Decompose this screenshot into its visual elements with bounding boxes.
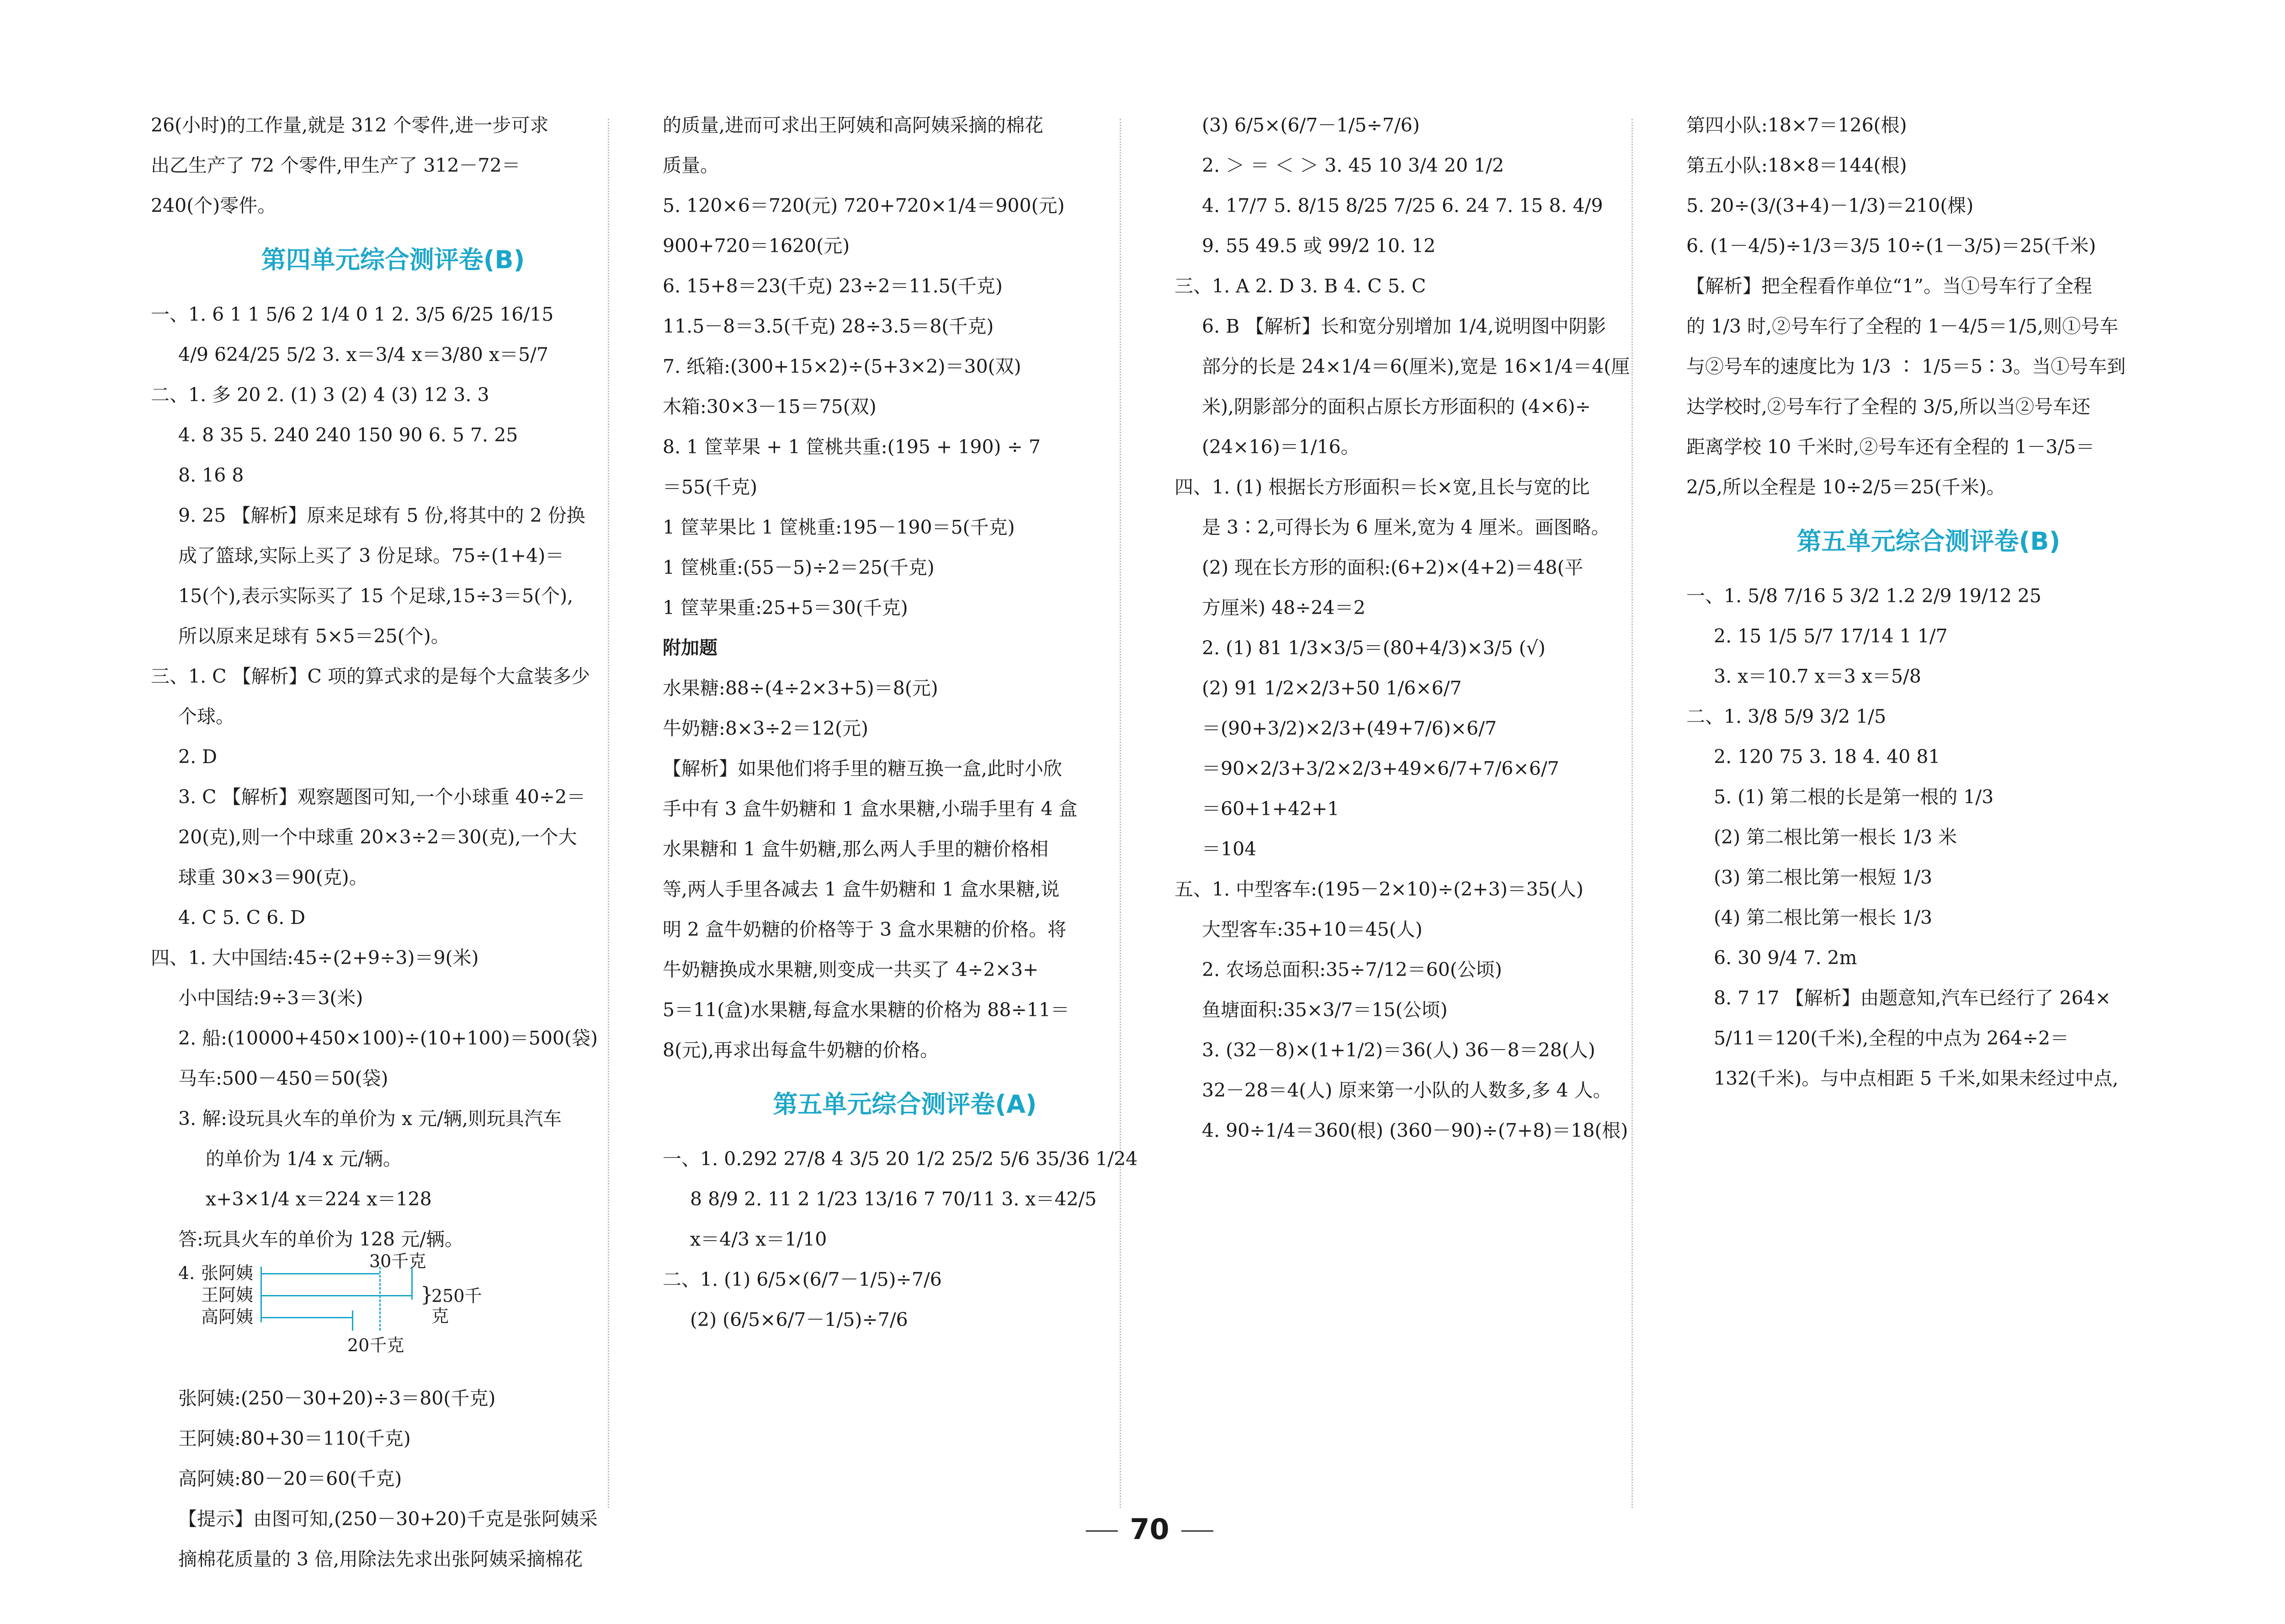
text-line: ＝60+1+42+1 xyxy=(1202,798,1339,820)
text-line: (2) 现在长方形的面积:(6+2)×(4+2)＝48(平 xyxy=(1202,557,1584,578)
text-line: 是 3∶2,可得长为 6 厘米,宽为 4 厘米。画图略。 xyxy=(1202,516,1610,538)
text-line: 4. C 5. C 6. D xyxy=(178,907,306,929)
footer-dash-right xyxy=(1181,1530,1213,1532)
text-line: 8. 1 筐苹果 + 1 筐桃共重:(195 + 190) ÷ 7 xyxy=(663,436,1041,458)
text-line: ＝104 xyxy=(1202,838,1257,860)
text-line: 4. 90÷1/4＝360(根) (360－90)÷(7+8)＝18(根) xyxy=(1202,1120,1628,1141)
text-line: 3. x＝10.7 x＝3 x＝5/8 xyxy=(1714,665,1921,687)
text-line: 一、1. 6 1 1 5/6 2 1/4 0 1 2. 3/5 6/25 16/15 xyxy=(151,303,554,325)
text-line: 2/5,所以全程是 10÷2/5＝25(千米)。 xyxy=(1686,476,2005,498)
text-line: 132(千米)。与中点相距 5 千米,如果未经过中点, xyxy=(1714,1067,2119,1089)
text-line: 6. 15+8＝23(千克) 23÷2＝11.5(千克) xyxy=(663,275,1003,297)
text-line: x+3×1/4 x＝224 x＝128 xyxy=(206,1188,432,1210)
text-line: 1 筐苹果比 1 筐桃重:195－190＝5(千克) xyxy=(663,516,1015,538)
col2-bottom xyxy=(663,1139,1147,1340)
diagram-bar-zhang xyxy=(260,1273,379,1274)
text-line: 2. ＞ ＝ ＜ ＞ 3. 45 10 3/4 20 1/2 xyxy=(1202,154,1504,176)
text-line: 木箱:30×3－15＝75(双) xyxy=(663,396,877,418)
diagram-label-zhang: 张阿姨 xyxy=(201,1263,254,1283)
text-line: 五、1. 中型客车:(195－2×10)÷(2+3)＝35(人) xyxy=(1174,878,1584,900)
text-line: 二、1. (1) 6/5×(6/7－1/5)÷7/6 xyxy=(663,1268,942,1290)
diagram-label-250kg: 250千克 xyxy=(431,1286,482,1326)
text-line: 三、1. C 【解析】C 项的算式求的是每个大盒装多少 xyxy=(151,665,590,687)
text-line: 9. 25 【解析】原来足球有 5 份,将其中的 2 份换 xyxy=(178,504,585,526)
col4-bottom xyxy=(1686,576,2171,1099)
text-line: 3. 解:设玩具火车的单价为 x 元/辆,则玩具汽车 xyxy=(178,1108,562,1130)
text-line: 的单价为 1/4 x 元/辆。 xyxy=(206,1148,402,1170)
text-line: 水果糖:88÷(4÷2×3+5)＝8(元) xyxy=(663,677,938,699)
text-line: x＝4/3 x＝1/10 xyxy=(690,1228,827,1250)
text-line: (2) (6/5×6/7－1/5)÷7/6 xyxy=(690,1309,908,1331)
diagram-brace: } xyxy=(420,1283,433,1306)
text-line: 明 2 盒牛奶糖的价格等于 3 盒水果糖的价格。将 xyxy=(663,918,1067,940)
text-line: 摘棉花质量的 3 倍,用除法先求出张阿姨采摘棉花 xyxy=(178,1548,583,1570)
text-line: ＝55(千克) xyxy=(663,476,758,498)
text-line: 手中有 3 盒牛奶糖和 1 盒水果糖,小瑞手里有 4 盒 xyxy=(663,798,1078,820)
text-line: 三、1. A 2. D 3. B 4. C 5. C xyxy=(1174,275,1426,297)
text-line: (2) 第二根比第一根长 1/3 米 xyxy=(1714,826,1957,848)
text-line: 8. 16 8 xyxy=(178,464,244,486)
text-line: 答:玩具火车的单价为 128 元/辆。 xyxy=(178,1228,463,1250)
text-line: 王阿姨:80+30＝110(千克) xyxy=(178,1428,411,1449)
text-line: 【解析】如果他们将手里的糖互换一盒,此时小欣 xyxy=(663,758,1063,780)
text-line: 8 8/9 2. 11 2 1/23 13/16 7 70/11 3. x＝42/5 xyxy=(690,1188,1097,1210)
text-line: 2. D xyxy=(178,746,218,768)
text-line: 1 筐苹果重:25+5＝30(千克) xyxy=(663,597,908,619)
column-3 xyxy=(1174,105,1659,1151)
text-line: 6. B 【解析】长和宽分别增加 1/4,说明图中阴影 xyxy=(1202,315,1606,337)
text-line: 第五小队:18×8＝144(根) xyxy=(1686,154,1907,176)
text-line: 4. 8 35 5. 240 240 150 90 6. 5 7. 25 xyxy=(178,424,518,446)
text-line: 球重 30×3＝90(克)。 xyxy=(178,866,368,888)
column-1 xyxy=(151,105,635,1579)
text-line: 高阿姨:80－20＝60(千克) xyxy=(178,1468,402,1490)
text-line: 二、1. 多 20 2. (1) 3 (2) 4 (3) 12 3. 3 xyxy=(151,384,489,406)
diagram-wang-end xyxy=(411,1267,413,1300)
text-line: 3. (32－8)×(1+1/2)＝36(人) 36－8＝28(人) xyxy=(1202,1039,1595,1061)
text-line: 3. C 【解析】观察题图可知,一个小球重 40÷2＝ xyxy=(178,786,586,808)
text-line: 牛奶糖:8×3÷2＝12(元) xyxy=(663,717,868,739)
text-line: 5/11＝120(千米),全程的中点为 264÷2＝ xyxy=(1714,1027,2069,1049)
footer-dash-left xyxy=(1086,1530,1118,1532)
text-line: 5. 120×6＝720(元) 720+720×1/4＝900(元) xyxy=(663,195,1065,217)
text-line: 出乙生产了 72 个零件,甲生产了 312－72＝ xyxy=(151,154,521,176)
col4-top xyxy=(1686,105,2171,507)
text-line: ＝90×2/3+3/2×2/3+49×6/7+7/6×6/7 xyxy=(1202,758,1559,780)
text-line: 质量。 xyxy=(663,154,719,176)
text-line: 2. 120 75 3. 18 4. 40 81 xyxy=(1714,746,1940,768)
text-line: 牛奶糖换成水果糖,则变成一共买了 4÷2×3+ xyxy=(663,959,1039,981)
text-line: 等,两人手里各减去 1 盒牛奶糖和 1 盒水果糖,说 xyxy=(663,878,1060,900)
text-line: 部分的长是 24×1/4＝6(厘米),宽是 16×1/4＝4(厘 xyxy=(1202,356,1630,377)
text-line: 一、1. 0.292 27/8 4 3/5 20 1/2 25/2 5/6 35/36 1/24 xyxy=(663,1148,1138,1170)
text-line: 2. 船:(10000+450×100)÷(10+100)＝500(袋) xyxy=(178,1027,598,1049)
text-line: 米),阴影部分的面积占原长方形面积的 (4×6)÷ xyxy=(1202,396,1591,418)
diagram-bar-gao xyxy=(260,1317,352,1318)
diagram-question-number: 4. xyxy=(178,1263,195,1283)
text-line: 的 1/3 时,②号车行了全程的 1－4/5＝1/5,则①号车 xyxy=(1686,315,2119,337)
text-line: 7. 纸箱:(300+15×2)÷(5+3×2)＝30(双) xyxy=(663,356,1021,377)
text-line: 的质量,进而可求出王阿姨和高阿姨采摘的棉花 xyxy=(663,114,1044,136)
text-line: 达学校时,②号车行了全程的 3/5,所以当②号车还 xyxy=(1686,396,2091,418)
text-line: 4/9 624/25 5/2 3. x＝3/4 x＝3/80 x＝5/7 xyxy=(178,344,548,366)
text-line: 5. 20÷(3/(3+4)－1/3)＝210(棵) xyxy=(1686,195,1974,217)
text-line: 一、1. 5/8 7/16 5 3/2 1.2 2/9 19/12 25 xyxy=(1686,585,2042,607)
text-line: 32－28＝4(人) 原来第一小队的人数多,多 4 人。 xyxy=(1202,1079,1612,1101)
col1-bottom xyxy=(151,1378,635,1579)
text-line: 8. 7 17 【解析】由题意知,汽车已经行了 264× xyxy=(1714,987,2111,1009)
text-line: 成了篮球,实际上买了 3 份足球。75÷(1+4)＝ xyxy=(178,545,564,567)
text-line: 20(克),则一个中球重 20×3÷2＝30(克),一个大 xyxy=(178,826,577,848)
text-line: 距离学校 10 千米时,②号车还有全程的 1－3/5＝ xyxy=(1686,436,2095,458)
text-line: 二、1. 3/8 5/9 3/2 1/5 xyxy=(1686,706,1886,727)
text-line: 6. (1－4/5)÷1/3＝3/5 10÷(1－3/5)＝25(千米) xyxy=(1686,235,2096,257)
diagram-label-30kg: 30千克 xyxy=(369,1251,426,1271)
diagram-gao-end xyxy=(352,1311,353,1331)
line-segment-diagram xyxy=(151,1251,498,1378)
text-line: 240(个)零件。 xyxy=(151,195,276,217)
text-line: 【提示】由图可知,(250－30+20)千克是张阿姨采 xyxy=(178,1508,598,1530)
diagram-label-gao: 高阿姨 xyxy=(201,1307,254,1327)
text-line: 1 筐桃重:(55－5)÷2＝25(千克) xyxy=(663,557,935,578)
text-line: 四、1. (1) 根据长方形面积＝长×宽,且长与宽的比 xyxy=(1174,476,1590,498)
text-line: 5. (1) 第二根的长是第一根的 1/3 xyxy=(1714,786,1994,808)
text-line: 4. 17/7 5. 8/15 8/25 7/25 6. 24 7. 15 8. 4/9 xyxy=(1202,195,1603,217)
text-line: 【解析】把全程看作单位“1”。当①号车行了全程 xyxy=(1686,275,2093,297)
col1-top xyxy=(151,105,635,226)
text-line: (3) 第二根比第一根短 1/3 xyxy=(1714,866,1933,888)
text-line: 与②号车的速度比为 1/3 ∶ 1/5＝5∶3。当①号车到 xyxy=(1686,356,2126,377)
col1-mid xyxy=(151,294,635,1259)
text-line: 6. 30 9/4 7. 2m xyxy=(1714,947,1857,969)
text-line: 2. 农场总面积:35÷7/12＝60(公顷) xyxy=(1202,959,1502,981)
section-title-unit4-b: 第四单元综合测评卷(B) xyxy=(261,245,525,274)
text-line: 马车:500－450＝50(袋) xyxy=(178,1067,388,1089)
diagram-label-wang: 王阿姨 xyxy=(201,1285,254,1305)
text-line: 小中国结:9÷3＝3(米) xyxy=(178,987,363,1009)
text-line: 第四小队:18×7＝126(根) xyxy=(1686,114,1907,136)
text-line: 26(小时)的工作量,就是 312 个零件,进一步可求 xyxy=(151,114,549,136)
page-number: 70 xyxy=(1130,1513,1169,1546)
column-2 xyxy=(663,105,1147,1340)
diagram-left-edge xyxy=(260,1267,262,1322)
text-line: 2. (1) 81 1/3×3/5＝(80+4/3)×3/5 (√) xyxy=(1202,637,1546,659)
text-line: 5＝11(盒)水果糖,每盒水果糖的价格为 88÷11＝ xyxy=(663,999,1070,1021)
col2-top xyxy=(663,105,1147,628)
text-line: 四、1. 大中国结:45÷(2+9÷3)＝9(米) xyxy=(151,947,479,969)
text-line: 个球。 xyxy=(178,706,234,727)
diagram-bar-wang xyxy=(260,1295,411,1296)
section-subtitle-extra: 附加题 xyxy=(663,637,717,658)
page-number-footer xyxy=(0,1513,2285,1546)
text-line: 水果糖和 1 盒牛奶糖,那么两人手里的糖价格相 xyxy=(663,838,1049,860)
text-line: (4) 第二根比第一根长 1/3 xyxy=(1714,907,1933,929)
text-line: (24×16)＝1/16。 xyxy=(1202,436,1360,458)
text-line: 15(个),表示实际买了 15 个足球,15÷3＝5(个), xyxy=(178,585,574,607)
text-line: 9. 55 49.5 或 99/2 10. 12 xyxy=(1202,235,1436,257)
col2-mid xyxy=(663,668,1147,1070)
text-line: 鱼塘面积:35×3/7＝15(公顷) xyxy=(1202,999,1448,1021)
text-line: 11.5－8＝3.5(千克) 28÷3.5＝8(千克) xyxy=(663,315,994,337)
diagram-dash-line xyxy=(379,1267,381,1331)
text-line: 方厘米) 48÷24＝2 xyxy=(1202,597,1366,619)
text-line: 900+720＝1620(元) xyxy=(663,235,850,257)
text-line: (3) 6/5×(6/7－1/5÷7/6) xyxy=(1202,114,1420,136)
text-line: 大型客车:35+10＝45(人) xyxy=(1202,918,1423,940)
text-line: ＝(90+3/2)×2/3+(49+7/6)×6/7 xyxy=(1202,717,1497,739)
section-title-unit5-a: 第五单元综合测评卷(A) xyxy=(773,1090,1037,1119)
text-line: 2. 15 1/5 5/7 17/14 1 1/7 xyxy=(1714,625,1948,647)
text-line: 张阿姨:(250－30+20)÷3＝80(千克) xyxy=(178,1387,496,1409)
text-line: 8(元),再求出每盒牛奶糖的价格。 xyxy=(663,1039,939,1061)
diagram-label-20kg: 20千克 xyxy=(347,1335,404,1355)
column-4 xyxy=(1686,105,2171,1099)
section-title-unit5-b: 第五单元综合测评卷(B) xyxy=(1796,527,2061,556)
text-line: 所以原来足球有 5×5＝25(个)。 xyxy=(178,625,450,647)
text-line: (2) 91 1/2×2/3+50 1/6×6/7 xyxy=(1202,677,1462,699)
